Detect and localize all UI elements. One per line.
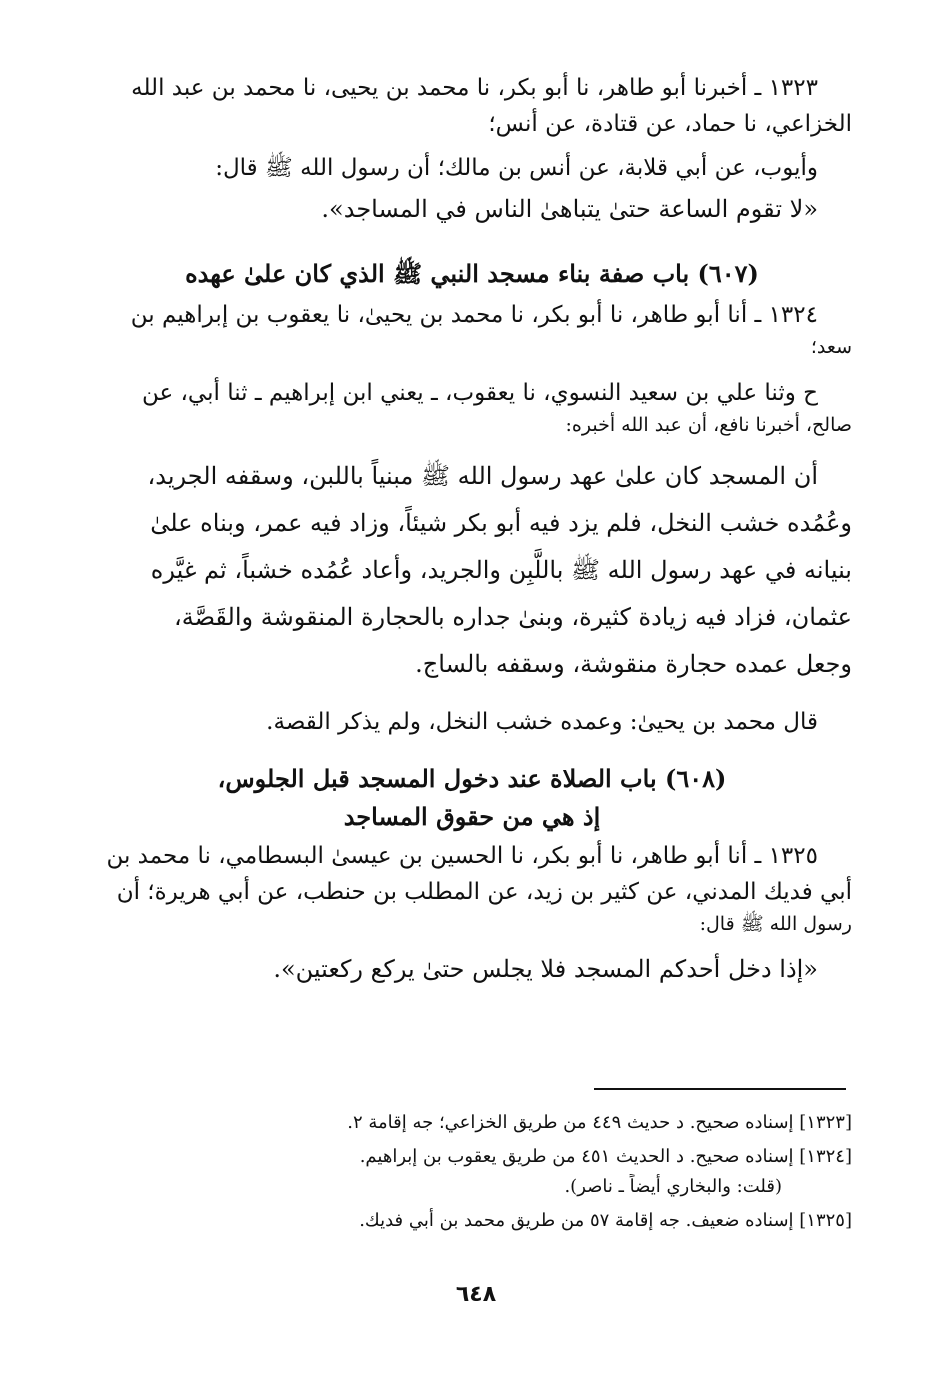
hadith-1325-chain-line-1: ١٣٢٥ ـ أنا أبو طاهر، نا أبو بكر، نا الحسين بن عيسىٰ البسطامي، نا محمد بن [106,843,818,869]
hadith-1323-chain-line-2: الخزاعي، نا حماد، عن قتادة، عن أنس؛ [488,111,852,137]
hadith-1324-text-line: وعُمُده خشب النخل، فلم يزد فيه أبو بكر شيئاً، وزاد فيه عمر، وبناه علىٰ [150,509,852,537]
hadith-1323-text: «لا تقوم الساعة حتىٰ يتباهىٰ الناس في المساجد». [321,195,818,223]
hadith-1324-chain-line-1: ١٣٢٤ ـ أنا أبو طاهر، نا أبو بكر، نا محمد بن يحيىٰ، نا يعقوب بن إبراهيم بن [130,302,818,328]
chapter-608-title-line-2: إذ هي من حقوق المساجد [343,802,601,831]
hadith-1324-text-line: عثمان، فزاد فيه زيادة كثيرة، وبنىٰ جداره بالحجارة المنقوشة والقَصَّة، [173,603,852,631]
footnote-1323: [١٣٢٣] إسناده صحيح. د حديث ٤٤٩ من طريق الخزاعي؛ جه إقامة ٢. [347,1112,852,1133]
footnotes [92,1106,852,1238]
hadith-1323-chain-line-1: ١٣٢٣ ـ أخبرنا أبو طاهر، نا أبو بكر، نا محمد بن يحيى، نا محمد بن عبد الله [131,75,818,101]
hadith-1324-text-line: وجعل عمده حجارة منقوشة، وسقفه بالساج. [415,650,852,678]
hadith-1324-chain-line-2: سعد؛ [810,336,852,358]
hadith-1324-note: قال محمد بن يحيىٰ: وعمده خشب النخل، ولم يذكر القصة. [266,709,818,735]
hadith-1324-text [92,453,852,688]
footnote-1325: [١٣٢٥] إسناده ضعيف. جه إقامة ٥٧ من طريق محمد بن أبي فديك. [359,1210,852,1231]
hadith-1325-chain-line-3: رسول الله ﷺ قال: [699,913,852,935]
hadith-1325-text: «إذا دخل أحدكم المسجد فلا يجلس حتىٰ يركع ركعتين». [273,955,818,983]
hadith-1323 [92,70,852,233]
hadith-1324 [92,297,852,740]
chapter-607-title: (٦٠٧) باب صفة بناء مسجد النبي ﷺ الذي كان علىٰ عهده [185,259,759,288]
hadith-1325-chain-line-2: أبي فديك المدني، عن كثير بن زيد، عن المطلب بن حنطب، عن أبي هريرة؛ أن [116,879,852,905]
page-body [92,60,852,993]
hadith-1325 [92,838,852,993]
footnote-separator [594,1088,846,1090]
footnote-1324-note: (قلت: والبخاري أيضاً ـ ناصر). [564,1176,782,1197]
chapter-608-title [92,760,852,836]
hadith-1324-chain-line-3: ح وثنا علي بن سعيد النسوي، نا يعقوب، ـ يعني ابن إبراهيم ـ ثنا أبي، عن [141,380,818,406]
hadith-1324-text-line: بنيانه في عهد رسول الله ﷺ باللَّبِن والجريد، وأعاد عُمُده خشباً، ثم غيَّره [150,556,852,584]
hadith-1324-text-line: أن المسجد كان علىٰ عهد رسول الله ﷺ مبنياً باللبن، وسقفه الجريد، [147,462,818,490]
hadith-1323-chain-line-3: وأيوب، عن أبي قلابة، عن أنس بن مالك؛ أن رسول الله ﷺ قال: [215,155,818,181]
footnote-1324: [١٣٢٤] إسناده صحيح. د الحديث ٤٥١ من طريق يعقوب بن إبراهيم. [359,1146,852,1167]
hadith-1324-chain-line-4: صالح، أخبرنا نافع، أن عبد الله أخبره: [565,414,852,436]
chapter-608-title-line-1: (٦٠٨) باب الصلاة عند دخول المسجد قبل الجلوس، [217,764,727,793]
page-number: ٦٤٨ [455,1282,497,1307]
